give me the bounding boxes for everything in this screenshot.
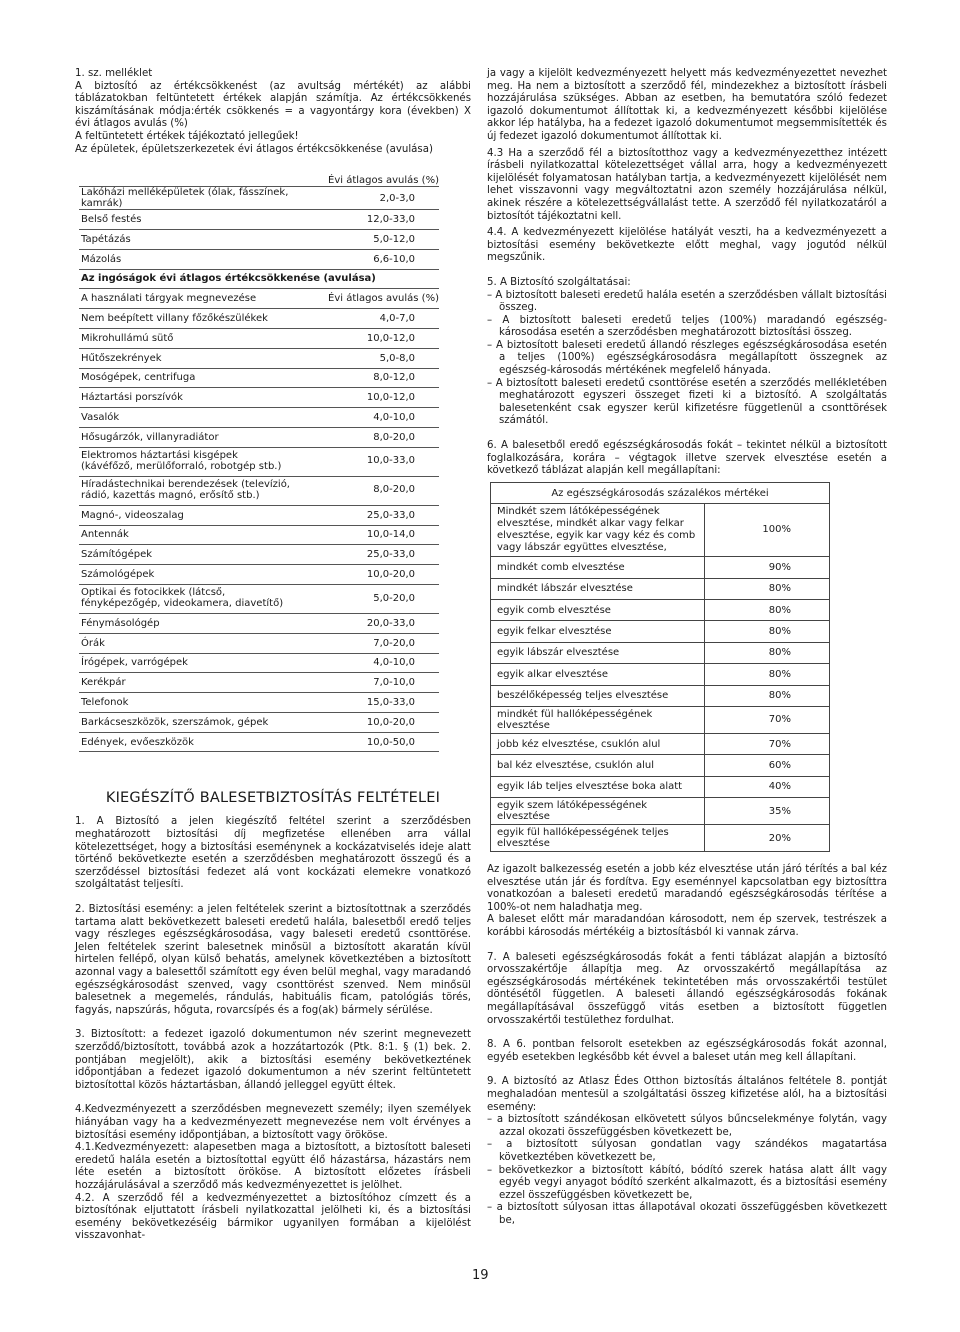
table-row xyxy=(491,685,830,706)
injury-percent: 60% xyxy=(705,755,830,776)
item-rate: 4,0-10,0 xyxy=(293,653,439,673)
paragraph: 1. A Biztosító a jelen kiegészítő feltétel szerint a szerződésben meghatározott biztosítási díj megfizetése ellenében arra vállal kötelezettséget, hogy a biztosítási eseménynek a kockázatviselés ideje alatt történő bekövetkezte esetén a szerződésben meghatározott összegű és a szerződéssel biztosítási fedezet alá vont kockázati elemekre vonatkozó szolgáltatást teljesíti. xyxy=(75,816,471,891)
blank-cell xyxy=(79,160,293,187)
item-name: Írógépek, varrógépek xyxy=(79,653,293,673)
injury-percent: 80% xyxy=(705,685,830,706)
injury-name: mindkét fül hallóképességének elvesztése xyxy=(491,706,705,733)
item-name: Tapétázás xyxy=(79,229,293,249)
table-row xyxy=(79,693,439,713)
buildings-heading: Az épületek, épületszerkezetek évi átlagos értékcsökkenése (avulása) xyxy=(75,143,433,155)
item-rate: 7,0-10,0 xyxy=(293,673,439,693)
item-name: Telefonok xyxy=(79,693,293,713)
item-rate: 7,0-20,0 xyxy=(293,633,439,653)
item-name: Órák xyxy=(79,633,293,653)
item-name: Vasalók xyxy=(79,408,293,428)
table-row xyxy=(79,545,439,565)
item-rate: 4,0-7,0 xyxy=(293,309,439,329)
table-row xyxy=(79,653,439,673)
item-rate: 10,0-20,0 xyxy=(293,712,439,732)
item-rate: 10,0-12,0 xyxy=(293,388,439,408)
table-row xyxy=(491,776,830,797)
list-item: – a biztosított súlyosan gondatlan vagy szándékos magatartása következtében következett be, xyxy=(487,1139,887,1163)
section-title: KIEGÉSZÍTŐ BALESETBIZTOSÍTÁS FELTÉTELEI xyxy=(105,790,441,807)
table-row xyxy=(491,504,830,557)
left-column xyxy=(75,68,471,1243)
item-rate: 2,0-3,0 xyxy=(293,187,439,210)
item-rate: 10,0-50,0 xyxy=(293,732,439,752)
injury-name: egyik felkar elvesztése xyxy=(491,621,705,642)
item-rate: 4,0-10,0 xyxy=(293,408,439,428)
item-rate: 25,0-33,0 xyxy=(293,545,439,565)
table-row xyxy=(79,584,439,613)
column-header: Évi átlagos avulás (%) xyxy=(293,160,439,187)
services-list xyxy=(487,290,887,429)
item-rate: 5,0-8,0 xyxy=(293,348,439,368)
injury-name: beszélőképesség teljes elvesztése xyxy=(491,685,705,706)
injury-percent: 100% xyxy=(705,504,830,557)
depreciation-table xyxy=(79,160,439,752)
item-name: Mázolás xyxy=(79,249,293,269)
injury-percent: 80% xyxy=(705,621,830,642)
table-row xyxy=(79,210,439,230)
item-name: Mikrohullámú sütő xyxy=(79,328,293,348)
table-row xyxy=(491,798,830,825)
right-column xyxy=(487,68,887,1228)
item-name: Háztartási porszívók xyxy=(79,388,293,408)
paragraph: 4.Kedvezményezett a szerződésben megnevezett személy; ilyen személyek hiányában vagy ha a kedvezményezett megnevezése nem volt érvényes a biztosítási esemény időpontjában, a biztosított vagy örököse. xyxy=(75,1104,471,1141)
item-rate: 5,0-12,0 xyxy=(293,229,439,249)
paragraph: Az igazolt balkezesség esetén a jobb kéz elvesztése után járó térítés a bal kéz elvesztése után jár és fordítva. Egy eseménnyel kapcsolatban egy biztosíttra vonatkozóan a baleseti eredetű maradandó egészségkárosodás térítése a 100%-ot nem haladhatja meg. xyxy=(487,864,887,913)
item-name: Hűtőszekrények xyxy=(79,348,293,368)
paragraph: 3. Biztosított: a fedezet igazoló dokumentumon név szerint megnevezett szerződő/biztosított, továbbá azok a hozzátartozók (Ptk. 8:1. § (1) bek. 2. pontjában megjelölt), akik a biztosítási esemény bekövetkeztének időpontjában a fedezet igazoló dokumentumon a név szerint feltüntetett biztosítottal közös háztartásban, állandó jelleggel együtt éltek. xyxy=(75,1029,471,1091)
table-row xyxy=(79,408,439,428)
section-7: 7. A baleseti egészségkárosodás fokát a fenti táblázat alapján a biztosító orvosszakértője állapítja meg. Az orvosszakértő megállapítása az egészségkárosodás mértékének tekintetében más orvosszakértői testület döntésétől független. A baleseti állandó egészségkárosodás fokának megállapításával összefüggő vitás esetben a biztosított független orvosszakértői testülethez fordulhat. xyxy=(487,951,887,1026)
table-row xyxy=(79,633,439,653)
paragraph: ja vagy a kijelölt kedvezményezett helyett más kedvezményezettet nevezhet meg. Ha nem a biztosított a szerződő fél, mindezekhez a biztosított írásbeli hozzájárulása szükséges. Abban az esetben, ha bemutatóra szóló fedezet igazoló dokumentumot állítottak ki, a kedvezményezett későbbi kijelölése akkor lép hatályba, ha a fedezet igazoló dokumentumot megsemmisítették és új fedezet igazoló dokumentumot állítottak ki. xyxy=(487,68,887,142)
injury-name: mindkét comb elvesztése xyxy=(491,557,705,578)
injury-percent: 40% xyxy=(705,776,830,797)
table-row xyxy=(79,712,439,732)
table-row xyxy=(491,755,830,776)
item-rate: 25,0-33,0 xyxy=(293,505,439,525)
item-name: Számológépek xyxy=(79,565,293,585)
column-header: Évi átlagos avulás (%) xyxy=(293,289,439,309)
table-row xyxy=(491,578,830,599)
table-row xyxy=(491,599,830,620)
section-8: 8. A 6. pontban felsorolt esetekben az egészségkárosodás fokát azonnal, egyéb esetekben legkésőbb két évvel a baleset után meg kell állapítani. xyxy=(487,1039,887,1063)
item-rate: 8,0-20,0 xyxy=(293,427,439,447)
section-9: 9. A biztosító az Atlasz Édes Otthon biztosítás általános feltétele 8. pontját meghaladóan mentesül a szolgáltatási összeg kifizetése alól, ha a biztosítási esemény: xyxy=(487,1076,887,1113)
table-row xyxy=(491,557,830,578)
table-row xyxy=(79,525,439,545)
left-body xyxy=(75,816,471,1242)
item-rate: 8,0-20,0 xyxy=(293,476,439,505)
injury-percent: 20% xyxy=(705,825,830,852)
item-name: Magnó-, videoszalag xyxy=(79,505,293,525)
table-row xyxy=(79,368,439,388)
table-row xyxy=(79,348,439,368)
page-number: 19 xyxy=(472,1268,489,1283)
table-row xyxy=(79,328,439,348)
item-name: Nem beépített villany főzőkészülékek xyxy=(79,309,293,329)
injury-percent: 80% xyxy=(705,642,830,663)
list-item: – a biztosított szándékosan elkövetett súlyos bűncselekménye folytán, vagy azzal okozati összefüggésben következett be, xyxy=(487,1114,887,1138)
table-row xyxy=(79,613,439,633)
table-row xyxy=(79,427,439,447)
table-row xyxy=(79,388,439,408)
paragraph: 4.2. A szerződő fél a kedvezményezettet a biztosítóhoz címzett és a biztosítónak eljuttatott írásbeli nyilatkozattal jelölheti ki, és a biztosítási esemény bekövetkezéséig bármikor ugyanilyen formában a kijelölést visszavonhat- xyxy=(75,1192,471,1242)
item-name: Hősugárzók, villanyradiátor xyxy=(79,427,293,447)
list-item: – a biztosított súlyosan ittas állapotával okozati összefüggésben következett be, xyxy=(487,1202,887,1226)
injury-name: egyik szem látóképességének elvesztése xyxy=(491,798,705,825)
table-row xyxy=(79,505,439,525)
item-name: Számítógépek xyxy=(79,545,293,565)
item-rate: 10,0-14,0 xyxy=(293,525,439,545)
injury-percent: 70% xyxy=(705,706,830,733)
injury-percent: 70% xyxy=(705,733,830,754)
item-name: Optikai és fotocikkek (látcső, fényképezőgép, videokamera, diavetítő) xyxy=(79,584,293,613)
paragraph: A baleset előtt már maradandóan károsodott, nem ép szervek, testrészek a korábbi károsodás mértékéig a biztosításból ki vannak zárva. xyxy=(487,914,887,939)
injury-name: egyik fül hallóképességének teljes elvesztése xyxy=(491,825,705,852)
injury-percent: 80% xyxy=(705,578,830,599)
injury-percent: 80% xyxy=(705,664,830,685)
item-name: Edények, evőeszközök xyxy=(79,732,293,752)
item-rate: 20,0-33,0 xyxy=(293,613,439,633)
injury-name: egyik alkar elvesztése xyxy=(491,664,705,685)
list-item: – bekövetkezkor a biztosított kábító, bódító szerek hatása alatt állt vagy egyéb vegyi anyagot bódító szerként alkalmazott, és a biztosítási esemény ezzel összefüggésben következett be, xyxy=(487,1164,887,1201)
injury-name: mindkét lábszár elvesztése xyxy=(491,578,705,599)
table-header-row xyxy=(79,289,439,309)
list-item: – A biztosított baleseti eredetű teljes (100%) maradandó egészség-károsodása esetén a szerződésben meghatározott biztosítási összeg. xyxy=(487,314,887,339)
paragraph: 4.1.Kedvezményezett: alapesetben maga a biztosított, a biztosított baleseti eredetű halála esetén a biztosítottal együtt élő házastársa, házastárs nem léte esetén a biztosított örököse. A biztosított előzetes írásbeli hozzájárulásával a szerződő más kedvezményezettet is jelölhet. xyxy=(75,1142,471,1191)
intro-note: A feltüntetett értékek tájékoztató jellegűek! xyxy=(75,130,299,142)
table-row xyxy=(79,309,439,329)
injury-name: egyik comb elvesztése xyxy=(491,599,705,620)
table-row xyxy=(79,673,439,693)
table-row xyxy=(491,664,830,685)
intro-paragraph: A biztosító az értékcsökkenést (az avultság mértékét) az alábbi táblázatokban feltüntetett értékek alapján számítja. Az értékcsökkenés kiszámításának módja:érték csökkenés = a vagyontárgy kora (években) X évi átlagos avulás (%) xyxy=(75,80,471,130)
table-row xyxy=(79,249,439,269)
table-section-row xyxy=(79,269,439,289)
item-rate: 5,0-20,0 xyxy=(293,584,439,613)
item-rate: 10,0-33,0 xyxy=(293,447,439,476)
table-row xyxy=(79,565,439,585)
item-name: Lakóházi melléképületek (ólak, fásszínek, kamrák) xyxy=(79,187,293,210)
item-name: Barkácseszközök, szerszámok, gépek xyxy=(79,712,293,732)
item-name: Kerékpár xyxy=(79,673,293,693)
exclusions-list xyxy=(487,1114,887,1227)
list-item: – A biztosított baleseti eredetű halála esetén a szerződésben vállalt biztosítási összeg. xyxy=(487,289,887,314)
right-body-mid xyxy=(487,864,887,940)
item-name: Híradástechnikai berendezések (televízió, rádió, kazettás magnó, erősítő stb.) xyxy=(79,476,293,505)
list-item: – A biztosított baleseti eredetű csonttörése esetén a szerződés mellékletében meghatározott egyszeri összeget fizeti ki a biztosító. A szolgáltatás balesetenként csak egyszer kerül kifizetésre függetlenül a csonttörések számától. xyxy=(487,377,887,427)
table-row xyxy=(79,447,439,476)
table-header-row xyxy=(79,160,439,187)
item-name: Elektromos háztartási kisgépek (kávéfőző, merülőforraló, robotgép stb.) xyxy=(79,447,293,476)
table-row xyxy=(491,621,830,642)
item-rate: 8,0-12,0 xyxy=(293,368,439,388)
list-item: – A biztosított baleseti eredetű állandó részleges egészségkárosodása esetén a teljes (100%) egészségkárosodásra megállapított összegnek az egészség-károsodás mértékének megfelelő hányada. xyxy=(487,339,887,377)
table-row xyxy=(491,825,830,852)
paragraph: 4.3 Ha a szerződő fél a biztosítotthoz vagy a kedvezményezetthez intézett írásbeli nyilatkozattal kötelezettséget vállal arra, hogy a kedvezményezett kijelölését folyamatosan hatályban tartja, a kedvezményezett kijelölését nem lehet visszavonni vagy megváltoztatni azon személy hozzájárulása nélkül, akinek részére a kötelezettségvállalást tette. A szerződő fél nyilatkozatáról a biztosítót tájékoztatni kell. xyxy=(487,147,887,222)
injury-name: Mindkét szem látóképességének elvesztése, mindkét alkar vagy felkar elvesztése, egyik kar vagy kéz és comb vagy lábszár együttes elvesztése, xyxy=(491,504,705,557)
table-row xyxy=(79,732,439,752)
damage-table xyxy=(490,482,830,852)
injury-percent: 80% xyxy=(705,599,830,620)
item-name: Fénymásológép xyxy=(79,613,293,633)
injury-name: egyik lábszár elvesztése xyxy=(491,642,705,663)
item-rate: 12,0-33,0 xyxy=(293,210,439,230)
right-body-top xyxy=(487,68,887,265)
item-name: Belső festés xyxy=(79,210,293,230)
table-row xyxy=(79,187,439,210)
table-row xyxy=(491,706,830,733)
item-rate: 10,0-12,0 xyxy=(293,328,439,348)
damage-table-header: Az egészségkárosodás százalékos mértékei xyxy=(491,482,830,503)
section-6: 6. A balesetből eredő egészségkárosodás fokát – tekintet nélkül a biztosított foglalkozására, korára – végtagok illetve szervek elvesztése esetén a következő táblázat alapján kell megállapítani: xyxy=(487,440,887,477)
injury-name: egyik láb teljes elvesztése boka alatt xyxy=(491,776,705,797)
item-name: Antennák xyxy=(79,525,293,545)
item-rate: 6,6-10,0 xyxy=(293,249,439,269)
injury-percent: 90% xyxy=(705,557,830,578)
item-rate: 10,0-20,0 xyxy=(293,565,439,585)
injury-name: jobb kéz elvesztése, csuklón alul xyxy=(491,733,705,754)
section-heading: Az ingóságok évi átlagos értékcsökkenése (avulása) xyxy=(79,269,439,289)
item-rate: 15,0-33,0 xyxy=(293,693,439,713)
injury-name: bal kéz elvesztése, csuklón alul xyxy=(491,755,705,776)
paragraph: 2. Biztosítási esemény: a jelen feltételek szerint a biztosítottnak a szerződés tartama alatt bekövetkezett baleseti eredetű halála, balesetből eredő teljes vagy részleges egészségkárosodása, vagy baleseti eredetű csonttörése. Jelen feltételek szerint balesetnek minősül a biztosított akaratán kívül hirtelen fellépő, olyan külső behatás, amelynek következtében a biztosított azonnal vagy a balesettől számított egy éven belül meghal, vagy maradandó egészségkárosodást szenved, vagy csonttörést szenved. Nem minősül balesetnek a megemelés, rándulás, habituális ficam, patológiás törés, fagyás, napszúrás, hőguta, rovarcsípés és a fog(ak) bármely sérülése. xyxy=(75,904,471,1016)
injury-percent: 35% xyxy=(705,798,830,825)
services-heading: 5. A Biztosító szolgáltatásai: xyxy=(487,276,631,288)
column-header: A használati tárgyak megnevezése xyxy=(79,289,293,309)
annex-label: 1. sz. melléklet xyxy=(75,68,153,79)
table-row xyxy=(79,229,439,249)
table-row xyxy=(491,733,830,754)
item-name: Mosógépek, centrifuga xyxy=(79,368,293,388)
paragraph: 4.4. A kedvezményezett kijelölése hatályát veszti, ha a kedvezményezett a biztosítási esemény bekövetkezte előtt meghal, vagy jogutód nélkül megszűnik. xyxy=(487,227,887,264)
table-row xyxy=(79,476,439,505)
table-row xyxy=(491,642,830,663)
